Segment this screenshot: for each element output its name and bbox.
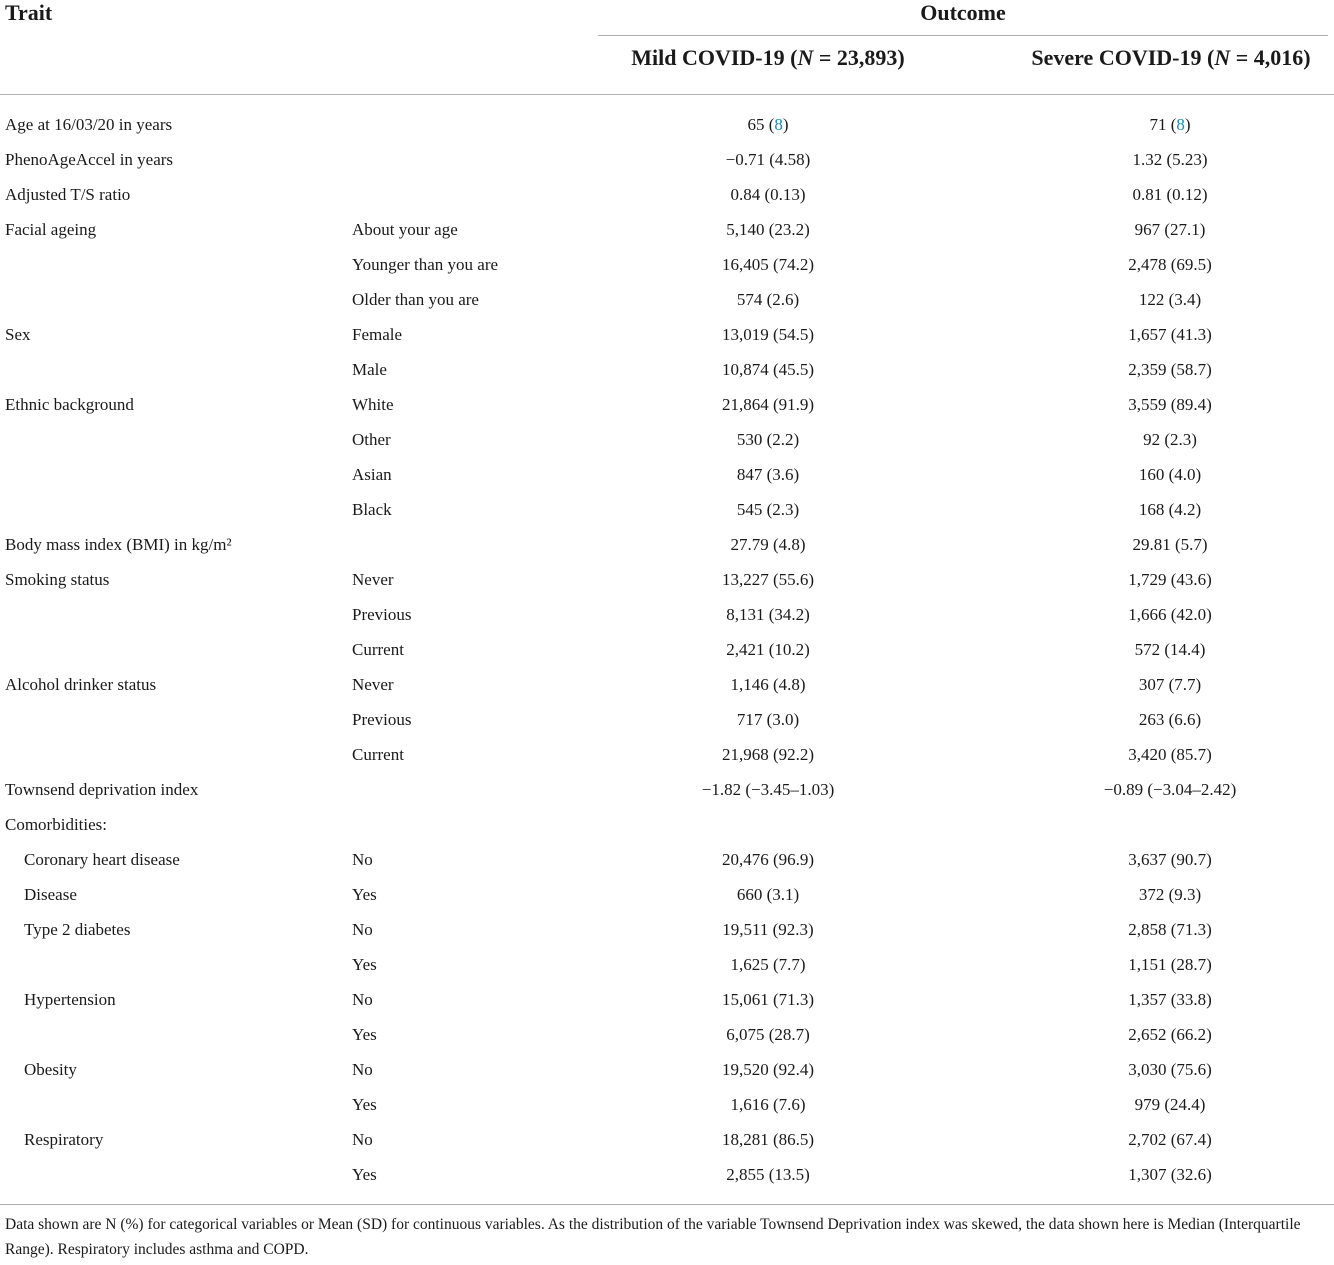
table-row xyxy=(0,422,1334,457)
row-severe-value xyxy=(1000,107,1334,142)
table-row xyxy=(0,947,1334,982)
row-severe-value: 160 (4.0) xyxy=(1138,465,1202,484)
row-mild-value: 574 (2.6) xyxy=(736,290,800,309)
row-category: No xyxy=(352,1130,373,1149)
row-mild-value: 545 (2.3) xyxy=(736,500,800,519)
row-mild-value: −1.82 (−3.45–1.03) xyxy=(701,780,835,799)
row-trait: Adjusted T/S ratio xyxy=(5,185,131,204)
table-row xyxy=(0,807,1334,842)
header-severe-covid xyxy=(1002,45,1334,71)
row-severe-value: 1,151 (28.7) xyxy=(1128,955,1212,974)
row-severe-value: 3,420 (85.7) xyxy=(1128,745,1212,764)
row-category: Never xyxy=(352,675,394,694)
row-mild-value: −0.71 (4.58) xyxy=(725,150,811,169)
severe-reference-link[interactable]: 8 xyxy=(1176,115,1185,134)
row-mild-value xyxy=(598,107,938,142)
row-category: Never xyxy=(352,570,394,589)
row-category: Current xyxy=(352,640,404,659)
header-mild-suffix: = 23,893) xyxy=(813,45,905,70)
row-mild-value: 19,511 (92.3) xyxy=(722,920,814,939)
table-row xyxy=(0,177,1334,212)
table-row xyxy=(0,667,1334,702)
row-severe-value: 0.81 (0.12) xyxy=(1132,185,1208,204)
row-mild-value: 847 (3.6) xyxy=(736,465,800,484)
row-category: No xyxy=(352,1060,373,1079)
table-row xyxy=(0,352,1334,387)
header-divider xyxy=(0,94,1334,95)
row-severe-value: 1,666 (42.0) xyxy=(1128,605,1212,624)
header-severe-n: N xyxy=(1214,45,1231,70)
table-row xyxy=(0,702,1334,737)
row-category: Yes xyxy=(352,1095,377,1114)
row-category: Female xyxy=(352,325,403,344)
row-category: White xyxy=(352,395,394,414)
row-category: No xyxy=(352,850,373,869)
row-mild-value: 16,405 (74.2) xyxy=(721,255,815,274)
row-mild-value: 0.84 (0.13) xyxy=(730,185,806,204)
row-trait: Type 2 diabetes xyxy=(24,920,131,939)
row-trait: Smoking status xyxy=(5,570,110,589)
row-trait: Alcohol drinker status xyxy=(5,675,157,694)
row-severe-value: 2,359 (58.7) xyxy=(1128,360,1212,379)
row-category: Younger than you are xyxy=(352,255,499,274)
table-row xyxy=(0,1157,1334,1192)
table-row xyxy=(0,877,1334,912)
row-category: Previous xyxy=(352,710,412,729)
row-trait: Respiratory xyxy=(24,1130,104,1149)
table-row xyxy=(0,912,1334,947)
header-severe-suffix: = 4,016) xyxy=(1230,45,1311,70)
row-category: Black xyxy=(352,500,392,519)
row-mild-value: 27.79 (4.8) xyxy=(730,535,806,554)
row-severe-value: 1,357 (33.8) xyxy=(1128,990,1212,1009)
mild-reference-link[interactable]: 8 xyxy=(774,115,783,134)
row-trait: PhenoAgeAccel in years xyxy=(5,150,174,169)
row-trait: Sex xyxy=(5,325,31,344)
header-mild-covid xyxy=(598,45,938,71)
table-row xyxy=(0,982,1334,1017)
row-mild-value: 13,227 (55.6) xyxy=(721,570,815,589)
table-row xyxy=(0,317,1334,352)
table-row xyxy=(0,1122,1334,1157)
table-row xyxy=(0,737,1334,772)
row-trait: Disease xyxy=(24,885,77,904)
table-row xyxy=(0,527,1334,562)
row-mild-value: 660 (3.1) xyxy=(736,885,800,904)
row-mild-value: 6,075 (28.7) xyxy=(726,1025,810,1044)
row-trait: Obesity xyxy=(24,1060,77,1079)
row-category: Current xyxy=(352,745,404,764)
table-row xyxy=(0,772,1334,807)
table-row xyxy=(0,492,1334,527)
row-severe-value: 168 (4.2) xyxy=(1138,500,1202,519)
row-mild-value: 2,421 (10.2) xyxy=(726,640,810,659)
row-trait: Ethnic background xyxy=(5,395,134,414)
header-mild-prefix: Mild COVID-19 ( xyxy=(631,45,798,70)
row-trait: Age at 16/03/20 in years xyxy=(5,115,173,134)
row-mild-value: 21,968 (92.2) xyxy=(721,745,815,764)
row-trait: Townsend deprivation index xyxy=(5,780,199,799)
row-mild-value: 5,140 (23.2) xyxy=(726,220,810,239)
row-category: No xyxy=(352,920,373,939)
table-row xyxy=(0,562,1334,597)
row-severe-value: 92 (2.3) xyxy=(1143,430,1197,449)
row-trait: Hypertension xyxy=(24,990,116,1009)
row-severe-value: 263 (6.6) xyxy=(1138,710,1202,729)
row-category: Male xyxy=(352,360,387,379)
outcome-divider xyxy=(598,35,1328,36)
row-category: Yes xyxy=(352,885,377,904)
table-row xyxy=(0,842,1334,877)
row-category: Older than you are xyxy=(352,290,479,309)
row-severe-value: 967 (27.1) xyxy=(1134,220,1206,239)
row-mild-value: 18,281 (86.5) xyxy=(721,1130,815,1149)
row-trait: Facial ageing xyxy=(5,220,97,239)
row-severe-value: 1,657 (41.3) xyxy=(1128,325,1212,344)
mild-value-text: 65 ( xyxy=(747,115,775,134)
row-severe-value: 2,858 (71.3) xyxy=(1128,920,1212,939)
row-severe-value: 3,030 (75.6) xyxy=(1128,1060,1212,1079)
row-mild-value: 717 (3.0) xyxy=(736,710,800,729)
row-severe-value: 572 (14.4) xyxy=(1134,640,1206,659)
header-mild-n: N xyxy=(797,45,814,70)
mild-value-end: ) xyxy=(782,115,789,134)
row-severe-value: 122 (3.4) xyxy=(1138,290,1202,309)
table-footnote: Data shown are N (%) for categorical variables or Mean (SD) for continuous variables. As the distribution of the variable Townsend Deprivation index was skewed, the data shown here is Median (Interquartile Range). Respiratory includes asthma and COPD. xyxy=(5,1216,1301,1258)
row-category: Yes xyxy=(352,1025,377,1044)
row-category: No xyxy=(352,990,373,1009)
table-row xyxy=(0,632,1334,667)
row-mild-value: 13,019 (54.5) xyxy=(721,325,815,344)
footer-divider xyxy=(0,1204,1334,1205)
row-mild-value: 8,131 (34.2) xyxy=(726,605,810,624)
row-severe-value: 979 (24.4) xyxy=(1134,1095,1206,1114)
table-row xyxy=(0,1087,1334,1122)
table-row xyxy=(0,282,1334,317)
table-body xyxy=(0,107,1334,1192)
row-severe-value: 3,637 (90.7) xyxy=(1128,850,1212,869)
severe-value-end: ) xyxy=(1184,115,1191,134)
row-mild-value: 1,616 (7.6) xyxy=(730,1095,806,1114)
row-mild-value: 21,864 (91.9) xyxy=(721,395,815,414)
row-mild-value: 530 (2.2) xyxy=(736,430,800,449)
row-category: About your age xyxy=(352,220,458,239)
row-severe-value: 29.81 (5.7) xyxy=(1132,535,1208,554)
row-severe-value: 2,652 (66.2) xyxy=(1128,1025,1212,1044)
header-outcome: Outcome xyxy=(920,0,1006,25)
row-mild-value: 2,855 (13.5) xyxy=(726,1165,810,1184)
row-severe-value: 2,478 (69.5) xyxy=(1128,255,1212,274)
row-category: Other xyxy=(352,430,391,449)
table-row xyxy=(0,212,1334,247)
table-row xyxy=(0,1052,1334,1087)
row-severe-value: −0.89 (−3.04–2.42) xyxy=(1103,780,1237,799)
severe-value-text: 71 ( xyxy=(1149,115,1177,134)
row-category: Previous xyxy=(352,605,412,624)
row-trait: Comorbidities: xyxy=(5,815,107,834)
row-severe-value: 1.32 (5.23) xyxy=(1132,150,1208,169)
row-severe-value: 372 (9.3) xyxy=(1138,885,1202,904)
table-row xyxy=(0,597,1334,632)
table-row xyxy=(0,457,1334,492)
table-row xyxy=(0,1017,1334,1052)
row-category: Asian xyxy=(352,465,392,484)
row-severe-value: 3,559 (89.4) xyxy=(1128,395,1212,414)
row-mild-value: 20,476 (96.9) xyxy=(721,850,815,869)
row-mild-value: 19,520 (92.4) xyxy=(721,1060,815,1079)
row-category: Yes xyxy=(352,955,377,974)
table-row xyxy=(0,247,1334,282)
row-severe-value: 1,307 (32.6) xyxy=(1128,1165,1212,1184)
row-trait: Coronary heart disease xyxy=(24,850,180,869)
row-mild-value: 10,874 (45.5) xyxy=(721,360,815,379)
row-category: Yes xyxy=(352,1165,377,1184)
table-row xyxy=(0,142,1334,177)
row-severe-value: 2,702 (67.4) xyxy=(1128,1130,1212,1149)
header-severe-prefix: Severe COVID-19 ( xyxy=(1031,45,1215,70)
row-severe-value: 1,729 (43.6) xyxy=(1128,570,1212,589)
table-row xyxy=(0,387,1334,422)
header-trait: Trait xyxy=(5,0,53,25)
table-row xyxy=(0,107,1334,142)
row-severe-value: 307 (7.7) xyxy=(1138,675,1202,694)
row-mild-value: 15,061 (71.3) xyxy=(721,990,815,1009)
row-trait: Body mass index (BMI) in kg/m² xyxy=(5,535,232,554)
row-mild-value: 1,625 (7.7) xyxy=(730,955,806,974)
row-mild-value: 1,146 (4.8) xyxy=(730,675,806,694)
